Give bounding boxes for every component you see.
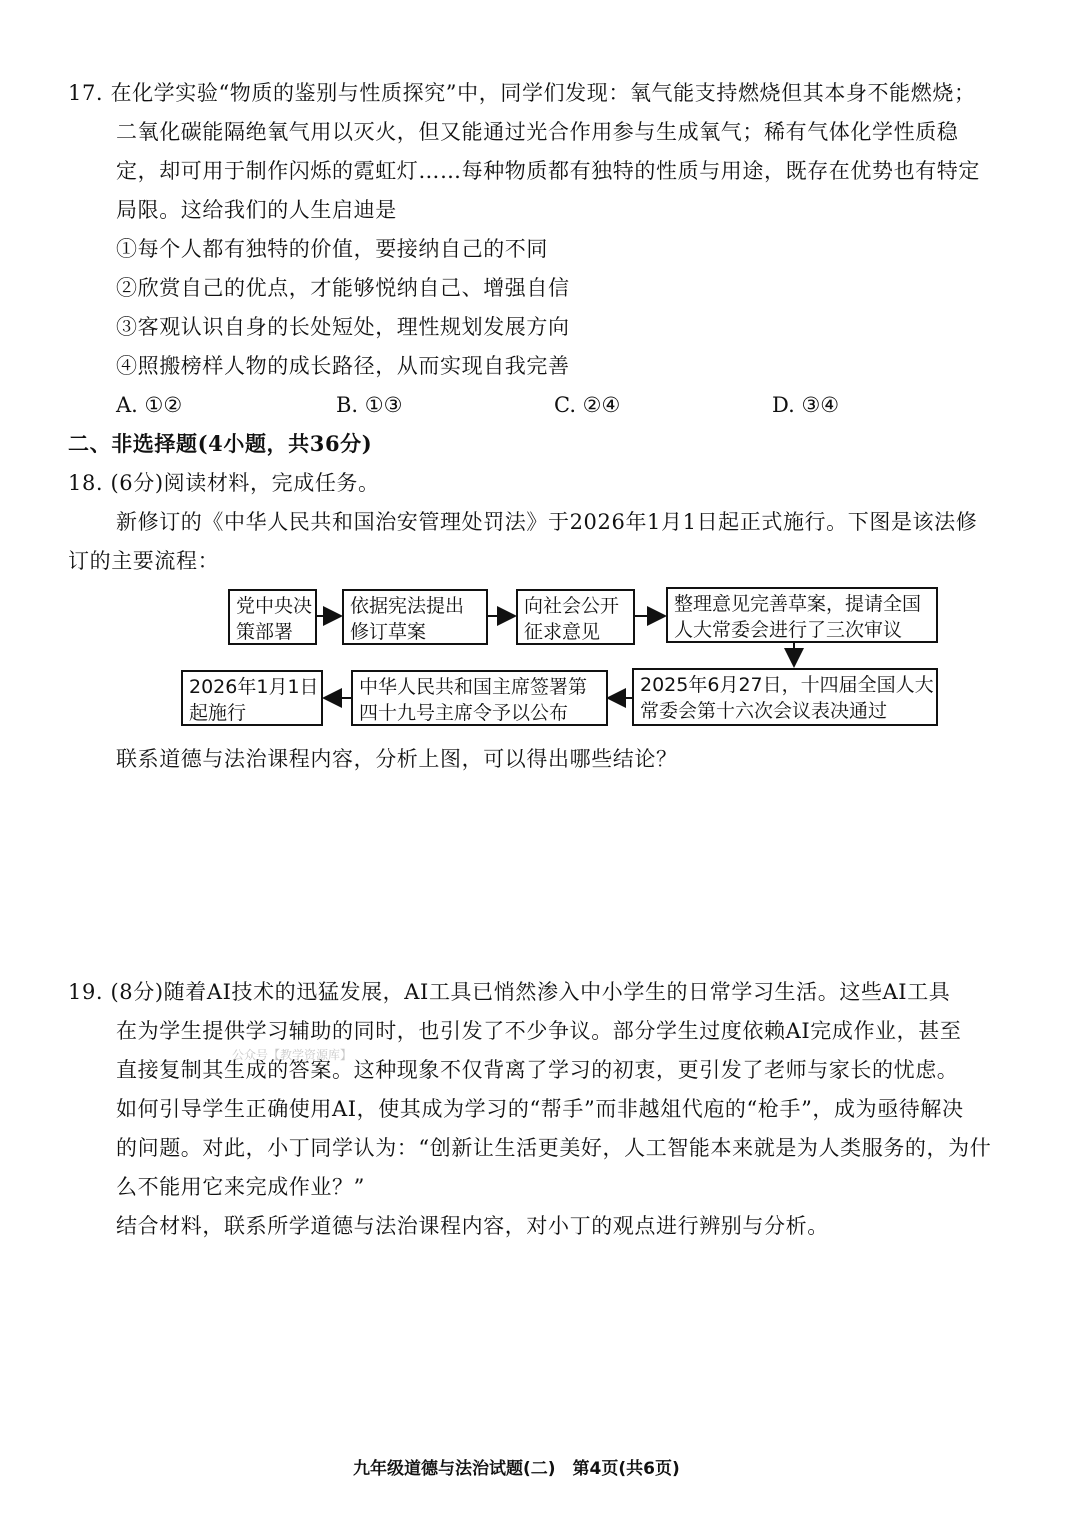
flow-step-4: 整理意见完善草案，提请全国 人大常委会进行了三次审议 xyxy=(666,587,938,643)
q18-material-line-2: 订的主要流程： xyxy=(68,549,220,573)
q19-stem-line-5: 的问题。对此，小丁同学认为：“创新让生活更美好，人工智能本来就是为人类服务的，为什 xyxy=(116,1136,992,1160)
q18-material-line-1: 新修订的《中华人民共和国治安管理处罚法》于2026年1月1日起正式施行。下图是该法修 xyxy=(116,510,978,534)
q19-stem-line-4: 如何引导学生正确使用AI，使其成为学习的“帮手”而非越俎代庖的“枪手”，成为亟待解决 xyxy=(116,1097,964,1121)
q17-item-4: ④照搬榜样人物的成长路径，从而实现自我完善 xyxy=(116,354,570,378)
q17-stem-line-3: 定，却可用于制作闪烁的霓虹灯……每种物质都有独特的性质与用途，既存在优势也有特定 xyxy=(116,159,980,183)
flow-step-1: 党中央决 策部署 xyxy=(228,589,317,645)
q17-item-3: ③客观认识自身的长处短处，理性规划发展方向 xyxy=(116,315,570,339)
q17-stem-line-2: 二氧化碳能隔绝氧气用以灭火，但又能通过光合作用参与生成氧气；稀有气体化学性质稳 xyxy=(116,120,959,144)
q17-item-1: ①每个人都有独特的价值，要接纳自己的不同 xyxy=(116,237,548,261)
q19-stem-line-2: 在为学生提供学习辅助的同时，也引发了不少争议。部分学生过度依赖AI完成作业，甚至 xyxy=(116,1019,962,1043)
q18-header: 18. (6分)阅读材料，完成任务。 xyxy=(68,471,380,495)
watermark: 公众号【教学资源库】 xyxy=(232,1048,353,1062)
flow-step-7: 2026年1月1日 起施行 xyxy=(181,670,323,726)
q19-stem-line-1: 19. (8分)随着AI技术的迅猛发展，AI工具已悄然渗入中小学生的日常学习生活。这些AI工具 xyxy=(68,980,951,1004)
q19-task: 结合材料，联系所学道德与法治课程内容，对小丁的观点进行辨别与分析。 xyxy=(116,1214,829,1238)
q17-item-2: ②欣赏自己的优点，才能够悦纳自己、增强自信 xyxy=(116,276,570,300)
flow-step-6: 中华人民共和国主席签署第 四十九号主席令予以公布 xyxy=(351,670,608,726)
section-title: 二、非选择题(4小题，共36分) xyxy=(68,431,373,456)
q19-stem-line-6: 么不能用它来完成作业？” xyxy=(116,1175,365,1199)
q17-option-b: B. ①③ xyxy=(336,393,403,417)
q17-option-c: C. ②④ xyxy=(554,393,621,417)
q19-stem-line-3: 直接复制其生成的答案。这种现象不仅背离了学习的初衷，更引发了老师与家长的忧虑。 xyxy=(116,1058,959,1082)
q17-stem-line-4: 局限。这给我们的人生启迪是 xyxy=(116,198,397,222)
flow-step-2: 依据宪法提出 修订草案 xyxy=(342,589,488,645)
flow-step-5: 2025年6月27日，十四届全国人大 常委会第十六次会议表决通过 xyxy=(632,668,938,726)
q17-option-a: A. ①② xyxy=(116,393,183,417)
flowchart-arrows xyxy=(0,0,1080,760)
q17-stem-line-1: 17. 在化学实验“物质的鉴别与性质探究”中，同学们发现：氧气能支持燃烧但其本身不能燃烧； xyxy=(68,81,976,105)
q17-option-d: D. ③④ xyxy=(772,393,840,417)
flow-step-3: 向社会公开 征求意见 xyxy=(516,589,635,645)
page-footer: 九年级道德与法治试题(二) 第4页(共6页) xyxy=(353,1459,680,1479)
q18-question: 联系道德与法治课程内容，分析上图，可以得出哪些结论？ xyxy=(116,747,678,771)
